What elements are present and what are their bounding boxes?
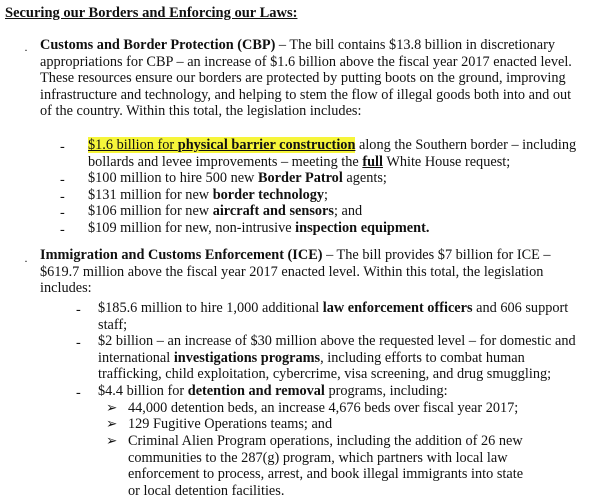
item-bold: aircraft and sensors bbox=[212, 203, 334, 219]
item-text: $109 million for new, non-intrusive bbox=[88, 220, 296, 236]
ice-subitem-beds: 44,000 detention beds, an increase 4,676 beds over fiscal year 2017; bbox=[128, 400, 519, 416]
cbp-title: Customs and Border Protection (CBP) bbox=[40, 37, 276, 53]
barrier-rest: along the Southern border – including bollards and levee improvements – meeting the bbox=[88, 137, 577, 170]
item-text: $185.6 million to hire 1,000 additional bbox=[98, 300, 323, 316]
item-text: and 606 support staff; bbox=[98, 300, 569, 333]
item-text: $131 million for new bbox=[88, 187, 213, 203]
item-bold: detention and removal bbox=[187, 383, 325, 399]
section-heading: Securing our Borders and Enforcing our Laws: bbox=[5, 5, 298, 21]
arrow-bullet-icon: ➢ bbox=[106, 400, 118, 415]
item-text: programs, including: bbox=[324, 383, 448, 399]
cbp-item-barrier bbox=[88, 137, 593, 170]
item-bold: law enforcement officers bbox=[322, 300, 473, 316]
ice-item-detention bbox=[98, 383, 586, 400]
item-text: $2 billion – an increase of $30 million above the requested level – for domestic and international bbox=[98, 333, 576, 366]
list-dash: - bbox=[60, 189, 65, 205]
cbp-item-technology bbox=[88, 187, 593, 204]
list-dash: - bbox=[76, 335, 81, 351]
highlighted-text bbox=[88, 137, 355, 153]
list-dash: - bbox=[76, 302, 81, 318]
list-dash: - bbox=[76, 385, 81, 401]
ice-subitem-criminal-alien: Criminal Alien Program operations, including the addition of 26 new communities to the 287(g) program, which partners with local law enforcement to process, arrest, and book illegal immigrants into state or local detention facilities. bbox=[128, 433, 524, 499]
ice-item-investigations bbox=[98, 333, 586, 383]
cbp-item-inspection bbox=[88, 220, 593, 237]
ice-subitem-fugitive: 129 Fugitive Operations teams; and bbox=[128, 416, 333, 432]
item-text: ; and bbox=[333, 203, 363, 219]
item-text: ; bbox=[324, 187, 328, 203]
barrier-amount: $1.6 billion for bbox=[88, 137, 178, 153]
cbp-intro: – The bill contains $13.8 billion in discretionary appropriations for CBP – an increase of $1.6 billion above the fiscal year 2017 enacted level. These resources ensure our borders are protected by putting boots on the ground, improving infrastructure and technology, and helping to stem the flow of illegal goods both into and out of the country. Within this total, the legislation includes: bbox=[40, 37, 572, 120]
paragraph-bullet: · bbox=[24, 254, 28, 268]
item-text: , including efforts to combat human trafficking, child exploitation, cybercrime, visa screening, and drug smuggling; bbox=[98, 349, 552, 383]
item-bold: Border Patrol bbox=[257, 170, 343, 186]
item-bold: border technology bbox=[212, 187, 325, 203]
cbp-item-aircraft bbox=[88, 203, 593, 220]
list-dash: - bbox=[60, 222, 65, 238]
list-dash: - bbox=[60, 205, 65, 221]
cbp-item-border-patrol bbox=[88, 170, 593, 187]
barrier-tail: White House request; bbox=[383, 153, 511, 170]
item-text: $100 million to hire 500 new bbox=[88, 170, 258, 186]
ice-intro: – The bill provides $7 billion for ICE –$619.7 million above the fiscal year 2017 enacted level. Within this total, the legislation includes: bbox=[40, 247, 551, 297]
barrier-full: full bbox=[362, 153, 384, 170]
ice-paragraph bbox=[40, 247, 586, 297]
list-dash: - bbox=[60, 139, 65, 155]
ice-title: Immigration and Customs Enforcement (ICE) bbox=[40, 247, 323, 263]
paragraph-bullet: · bbox=[24, 43, 28, 57]
arrow-bullet-icon: ➢ bbox=[106, 433, 118, 448]
item-text: $106 million for new bbox=[88, 203, 213, 219]
item-bold: inspection equipment. bbox=[295, 220, 430, 236]
arrow-bullet-icon: ➢ bbox=[106, 416, 118, 431]
item-text: $4.4 billion for bbox=[98, 383, 188, 399]
cbp-paragraph bbox=[40, 37, 582, 120]
item-bold: investigations programs bbox=[173, 349, 321, 366]
barrier-bold: physical barrier construction bbox=[177, 137, 356, 153]
item-text: agents; bbox=[342, 170, 387, 186]
ice-item-officers bbox=[98, 300, 586, 333]
list-dash: - bbox=[60, 172, 65, 188]
